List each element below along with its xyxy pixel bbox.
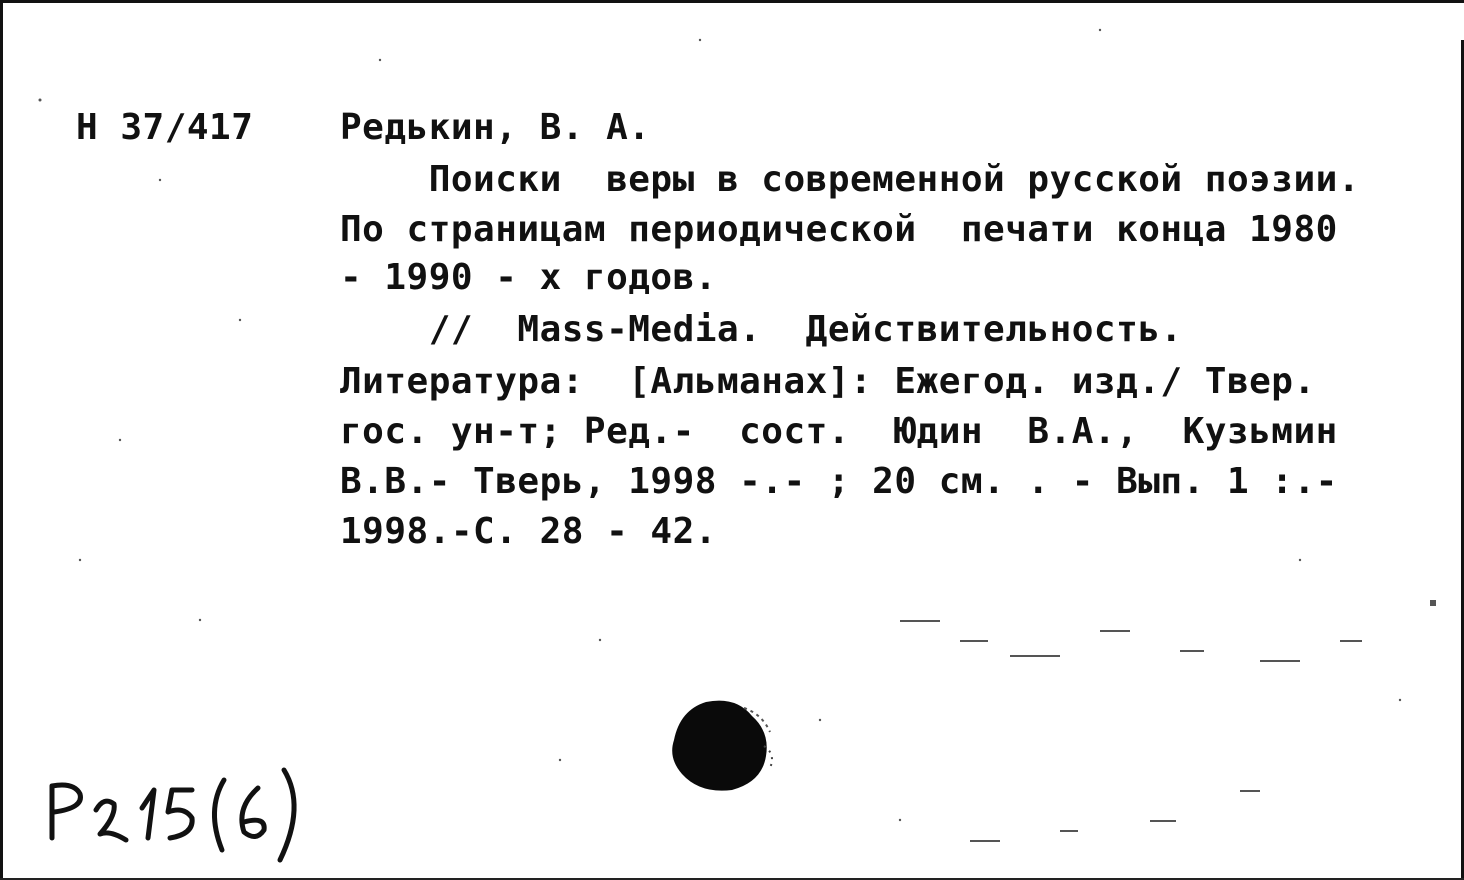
description-line: Поиски веры в современной русской поэзии. bbox=[340, 159, 1360, 200]
description-line: гос. ун-т; Ред.- сост. Юдин В.А., Кузьмин bbox=[340, 411, 1338, 452]
description-line: В.В.- Тверь, 1998 -.- ; 20 см. . - Вып. 1 :.- bbox=[340, 461, 1338, 502]
author-heading: Редькин, В. А. bbox=[340, 107, 651, 148]
card-border-left bbox=[0, 0, 3, 880]
description-line: - 1990 - х годов. bbox=[340, 257, 717, 298]
description-line: Литература: [Альманах]: Ежегод. изд./ Твер. bbox=[340, 361, 1316, 402]
description-line: По страницам периодической печати конца 1980 bbox=[340, 209, 1338, 250]
call-number: H 37/417 bbox=[76, 107, 254, 148]
punch-hole bbox=[666, 696, 782, 796]
handwritten-shelf-mark bbox=[44, 760, 344, 870]
card-border-top bbox=[0, 0, 1464, 3]
description-line: // Mass-Media. Действительность. bbox=[340, 309, 1183, 350]
description-line: 1998.-С. 28 - 42. bbox=[340, 511, 717, 552]
